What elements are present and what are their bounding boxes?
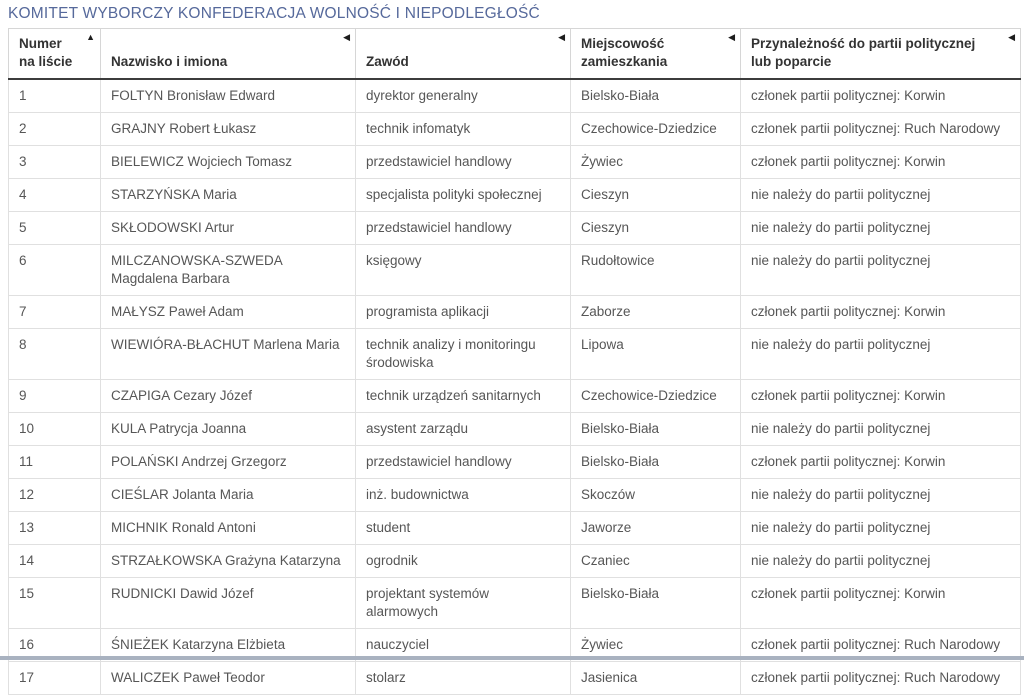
cell-place-of-residence: Cieszyn	[571, 179, 741, 212]
cell-profession: ogrodnik	[356, 545, 571, 578]
table-header	[9, 29, 1021, 80]
cell-place-of-residence: Rudołtowice	[571, 245, 741, 296]
cell-party-affiliation: nie należy do partii politycznej	[741, 245, 1021, 296]
table-row	[9, 329, 1021, 380]
cell-party-affiliation: członek partii politycznej: Korwin	[741, 578, 1021, 629]
table-row	[9, 578, 1021, 629]
cell-party-affiliation: członek partii politycznej: Korwin	[741, 146, 1021, 179]
column-header-place-of-residence[interactable]	[571, 29, 741, 80]
cell-profession: inż. budownictwa	[356, 479, 571, 512]
table-row	[9, 662, 1021, 695]
table-row	[9, 380, 1021, 413]
cell-party-affiliation: nie należy do partii politycznej	[741, 329, 1021, 380]
table-row	[9, 296, 1021, 329]
cell-list-number: 9	[9, 380, 101, 413]
cell-profession: asystent zarządu	[356, 413, 571, 446]
cell-list-number: 3	[9, 146, 101, 179]
column-header-label: Przynależność do partii politycznej lub poparcie	[751, 36, 976, 69]
cell-profession: technik analizy i monitoringu środowiska	[356, 329, 571, 380]
cell-surname-and-names: MICHNIK Ronald Antoni	[101, 512, 356, 545]
cell-surname-and-names: KULA Patrycja Joanna	[101, 413, 356, 446]
cell-surname-and-names: STRZAŁKOWSKA Grażyna Katarzyna	[101, 545, 356, 578]
cell-profession: przedstawiciel handlowy	[356, 146, 571, 179]
table-row	[9, 512, 1021, 545]
cell-surname-and-names: MILCZANOWSKA-SZWEDA Magdalena Barbara	[101, 245, 356, 296]
cell-party-affiliation: członek partii politycznej: Ruch Narodowy	[741, 662, 1021, 695]
cell-place-of-residence: Zaborze	[571, 296, 741, 329]
cell-place-of-residence: Bielsko-Biała	[571, 578, 741, 629]
table-row	[9, 79, 1021, 113]
column-header-profession[interactable]	[356, 29, 571, 80]
cell-place-of-residence: Lipowa	[571, 329, 741, 380]
cell-place-of-residence: Czechowice-Dziedzice	[571, 380, 741, 413]
cell-party-affiliation: nie należy do partii politycznej	[741, 512, 1021, 545]
cell-party-affiliation: członek partii politycznej: Korwin	[741, 446, 1021, 479]
cell-party-affiliation: członek partii politycznej: Ruch Narodowy	[741, 113, 1021, 146]
cell-surname-and-names: FOLTYN Bronisław Edward	[101, 79, 356, 113]
table-row	[9, 479, 1021, 512]
cell-place-of-residence: Jaworze	[571, 512, 741, 545]
column-header-label: Zawód	[366, 54, 409, 69]
cell-place-of-residence: Czechowice-Dziedzice	[571, 113, 741, 146]
cell-profession: nauczyciel	[356, 629, 571, 662]
cell-surname-and-names: CIEŚLAR Jolanta Maria	[101, 479, 356, 512]
cell-list-number: 12	[9, 479, 101, 512]
page-title: KOMITET WYBORCZY KONFEDERACJA WOLNOŚĆ I NIEPODLEGŁOŚĆ	[8, 5, 540, 22]
cell-party-affiliation: nie należy do partii politycznej	[741, 179, 1021, 212]
cell-profession: księgowy	[356, 245, 571, 296]
column-header-surname-and-names[interactable]	[101, 29, 356, 80]
cell-list-number: 7	[9, 296, 101, 329]
cell-list-number: 16	[9, 629, 101, 662]
cell-place-of-residence: Bielsko-Biała	[571, 79, 741, 113]
cell-surname-and-names: STARZYŃSKA Maria	[101, 179, 356, 212]
cell-list-number: 17	[9, 662, 101, 695]
cell-profession: projektant systemów alarmowych	[356, 578, 571, 629]
cell-profession: stolarz	[356, 662, 571, 695]
cell-list-number: 4	[9, 179, 101, 212]
table-row	[9, 545, 1021, 578]
cell-list-number: 8	[9, 329, 101, 380]
cell-list-number: 13	[9, 512, 101, 545]
column-header-party-affiliation[interactable]	[741, 29, 1021, 80]
cell-party-affiliation: członek partii politycznej: Korwin	[741, 296, 1021, 329]
table-row	[9, 113, 1021, 146]
cell-profession: technik urządzeń sanitarnych	[356, 380, 571, 413]
cell-surname-and-names: MAŁYSZ Paweł Adam	[101, 296, 356, 329]
table-container	[8, 28, 1020, 685]
cell-surname-and-names: WIEWIÓRA-BŁACHUT Marlena Maria	[101, 329, 356, 380]
cell-surname-and-names: WALICZEK Paweł Teodor	[101, 662, 356, 695]
cell-place-of-residence: Żywiec	[571, 629, 741, 662]
cell-surname-and-names: SKŁODOWSKI Artur	[101, 212, 356, 245]
column-header-list-number[interactable]	[9, 29, 101, 80]
cell-surname-and-names: CZAPIGA Cezary Józef	[101, 380, 356, 413]
sort-icon: ◀	[1008, 32, 1015, 42]
table-row	[9, 413, 1021, 446]
cell-party-affiliation: członek partii politycznej: Ruch Narodowy	[741, 629, 1021, 662]
cell-party-affiliation: nie należy do partii politycznej	[741, 545, 1021, 578]
cell-surname-and-names: GRAJNY Robert Łukasz	[101, 113, 356, 146]
cell-place-of-residence: Skoczów	[571, 479, 741, 512]
cell-place-of-residence: Bielsko-Biała	[571, 446, 741, 479]
cell-profession: programista aplikacji	[356, 296, 571, 329]
cell-surname-and-names: ŚNIEŻEK Katarzyna Elżbieta	[101, 629, 356, 662]
cell-profession: technik infomatyk	[356, 113, 571, 146]
table-row	[9, 212, 1021, 245]
cell-surname-and-names: BIELEWICZ Wojciech Tomasz	[101, 146, 356, 179]
cell-place-of-residence: Żywiec	[571, 146, 741, 179]
cell-party-affiliation: nie należy do partii politycznej	[741, 212, 1021, 245]
cell-party-affiliation: nie należy do partii politycznej	[741, 413, 1021, 446]
sort-icon: ◀	[558, 32, 565, 42]
cell-place-of-residence: Bielsko-Biała	[571, 413, 741, 446]
table-row	[9, 179, 1021, 212]
table-row	[9, 245, 1021, 296]
candidates-table	[8, 28, 1021, 695]
table-row	[9, 146, 1021, 179]
cell-list-number: 14	[9, 545, 101, 578]
cell-profession: dyrektor generalny	[356, 79, 571, 113]
cell-party-affiliation: nie należy do partii politycznej	[741, 479, 1021, 512]
horizontal-scrollbar[interactable]	[0, 656, 1024, 660]
table-row	[9, 446, 1021, 479]
cell-place-of-residence: Jasienica	[571, 662, 741, 695]
cell-surname-and-names: RUDNICKI Dawid Józef	[101, 578, 356, 629]
cell-surname-and-names: POLAŃSKI Andrzej Grzegorz	[101, 446, 356, 479]
cell-list-number: 5	[9, 212, 101, 245]
cell-profession: student	[356, 512, 571, 545]
cell-profession: przedstawiciel handlowy	[356, 212, 571, 245]
cell-profession: przedstawiciel handlowy	[356, 446, 571, 479]
cell-party-affiliation: członek partii politycznej: Korwin	[741, 79, 1021, 113]
cell-list-number: 6	[9, 245, 101, 296]
cell-list-number: 15	[9, 578, 101, 629]
cell-place-of-residence: Czaniec	[571, 545, 741, 578]
column-header-label: Miejscowość zamieszkania	[581, 36, 668, 69]
sort-ascending-icon: ▲	[86, 32, 95, 42]
sort-icon: ◀	[343, 32, 350, 42]
cell-list-number: 10	[9, 413, 101, 446]
sort-icon: ◀	[728, 32, 735, 42]
cell-place-of-residence: Cieszyn	[571, 212, 741, 245]
cell-list-number: 11	[9, 446, 101, 479]
column-header-label: Nazwisko i imiona	[111, 54, 228, 69]
cell-profession: specjalista polityki społecznej	[356, 179, 571, 212]
cell-list-number: 1	[9, 79, 101, 113]
cell-party-affiliation: członek partii politycznej: Korwin	[741, 380, 1021, 413]
column-header-label: Numer na liście	[19, 36, 73, 69]
cell-list-number: 2	[9, 113, 101, 146]
table-body	[9, 79, 1021, 695]
header-row	[9, 29, 1021, 80]
